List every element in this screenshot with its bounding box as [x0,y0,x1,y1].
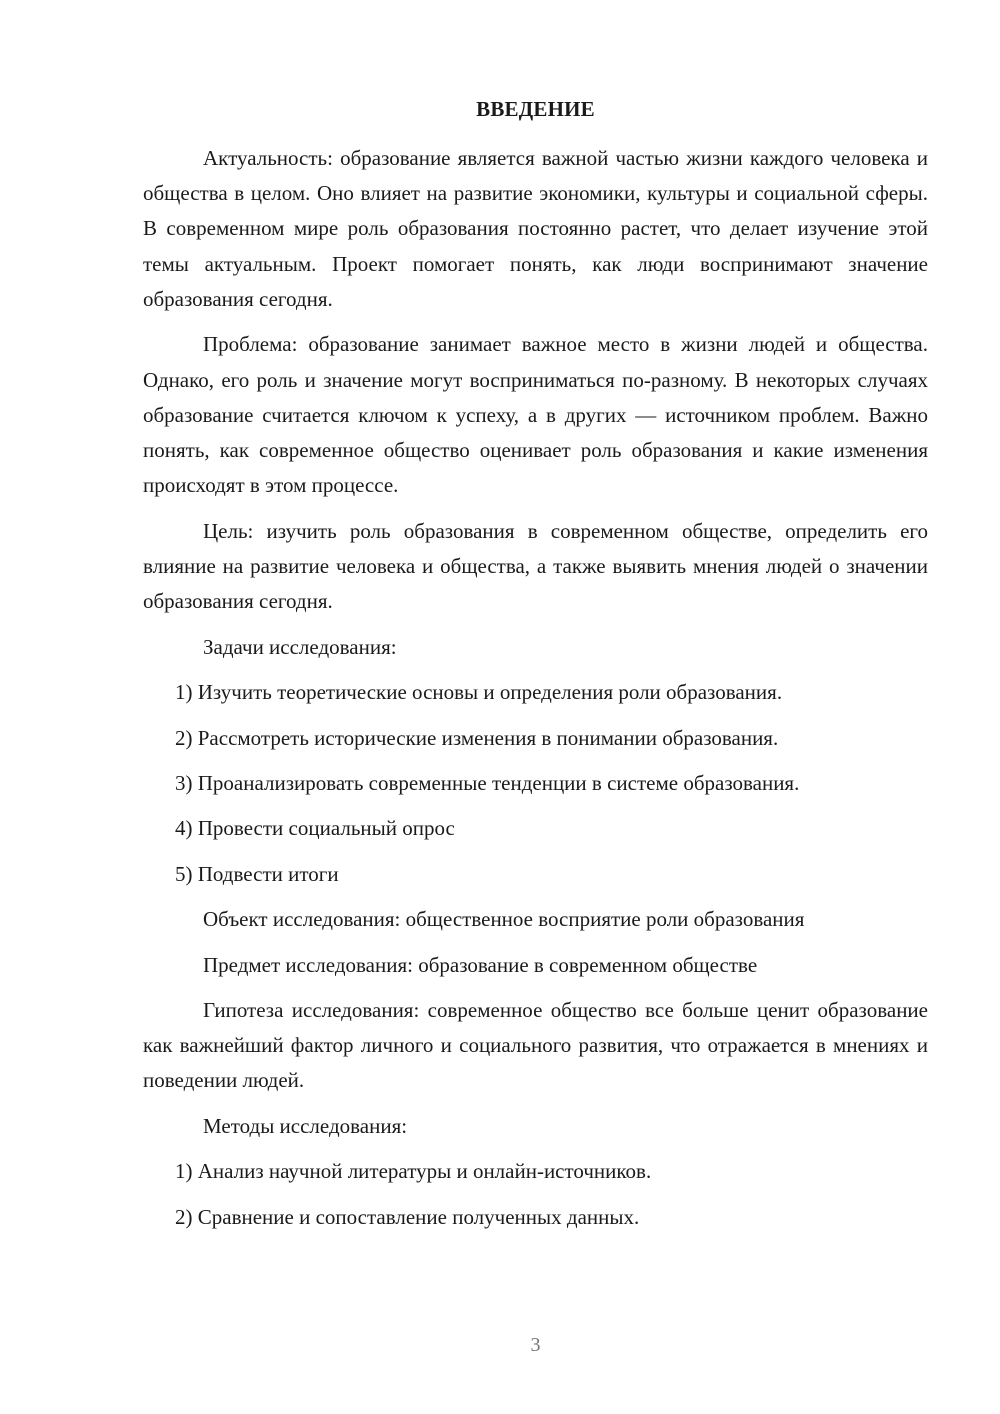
list-item: 2) Рассмотреть исторические изменения в понимании образования. [175,725,779,750]
page-number: 3 [530,1334,541,1356]
list-item: 1) Анализ научной литературы и онлайн-источников. [175,1159,652,1184]
page-title: ВВЕДЕНИЕ [476,97,595,121]
subject-line: Предмет исследования: образование в современном обществе [203,952,758,977]
hypothesis-paragraph: Гипотеза исследования: современное общество все больше ценит образование как важнейший фактор личного и социального развития, что отражается в мнениях и поведении людей. [143,997,928,1093]
list-item: 2) Сравнение и сопоставление полученных данных. [175,1204,640,1229]
list-item: 3) Проанализировать современные тенденции в системе образования. [175,770,800,795]
document-page [143,92,928,1245]
tasks-title: Задачи исследования: [203,634,397,659]
list-item: 4) Провести социальный опрос [175,816,455,841]
relevance-paragraph: Актуальность: образование является важной частью жизни каждого человека и общества в целом. Оно влияет на развитие экономики, культуры и социальной сферы. В современном мире роль образования постоянно растет, что делает изучение этой темы актуальным. Проект помогает понять, как люди воспринимают значение образования сегодня. [143,146,928,311]
list-item: 5) Подвести итоги [175,861,339,886]
object-line: Объект исследования: общественное восприятие роли образования [203,907,805,932]
problem-paragraph: Проблема: образование занимает важное место в жизни людей и общества. Однако, его роль и значение могут восприниматься по-разному. В некоторых случаях образование считается ключом к успеху, а в других — источником проблем. Важно понять, как современное общество оценивает роль образования и какие изменения происходят в этом процессе. [143,332,928,498]
list-item: 1) Изучить теоретические основы и определения роли образования. [175,680,783,705]
methods-title: Методы исследования: [203,1113,408,1138]
goal-paragraph: Цель: изучить роль образования в современном обществе, определить его влияние на развитие человека и общества, а также выявить мнения людей о значении образования сегодня. [143,518,928,614]
